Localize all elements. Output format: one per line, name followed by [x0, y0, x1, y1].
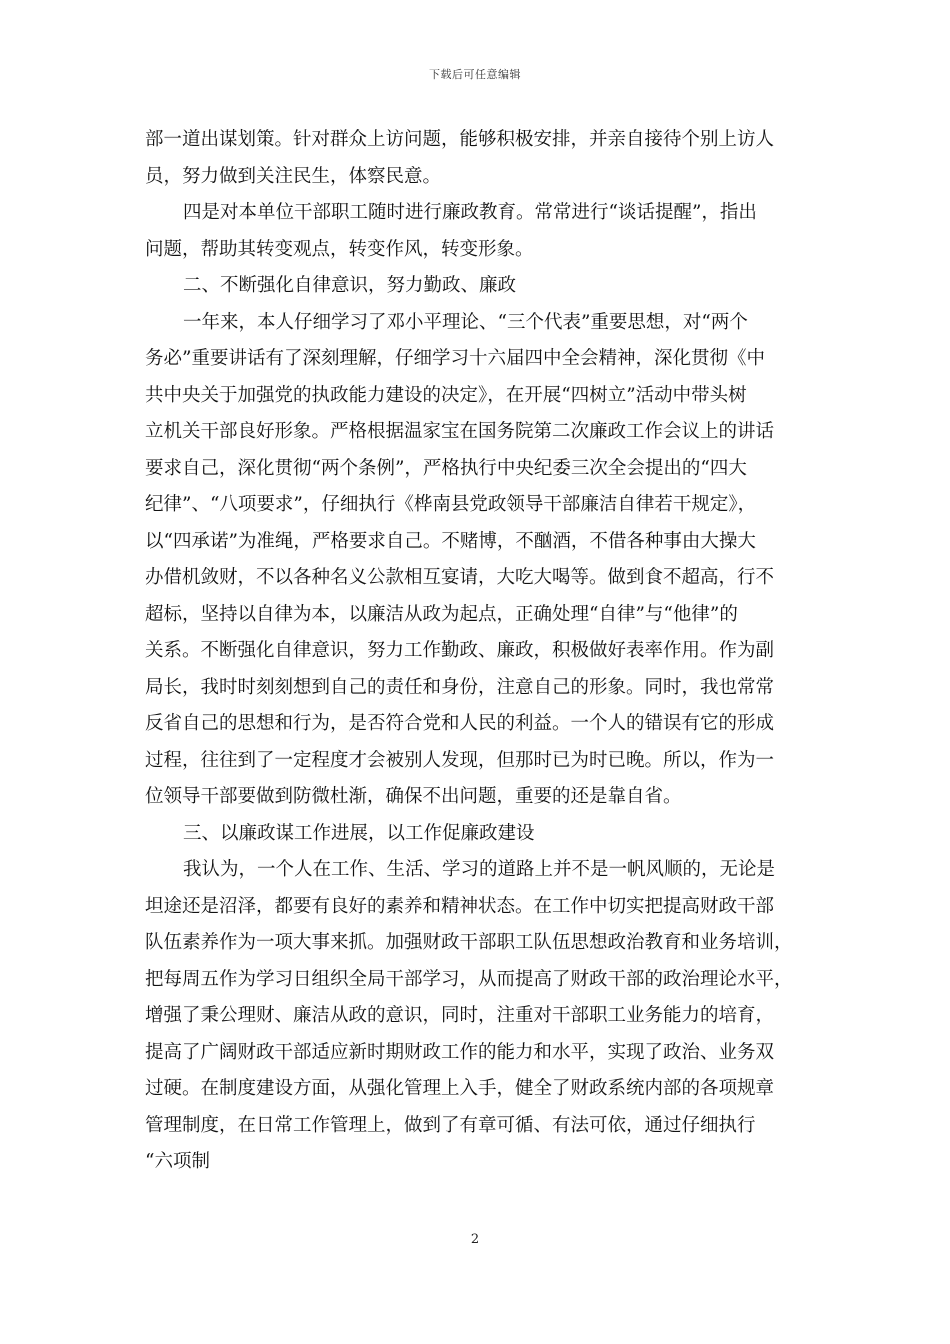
paragraph — [145, 305, 807, 816]
text-line: 局长，我时时刻刻想到自己的责任和身份，注意自己的形象。同时，我也常常 — [145, 676, 775, 698]
paragraph — [145, 268, 807, 305]
text-line: 办借机敛财，不以各种名义公款相互宴请，大吃大喝等。做到食不超高，行不 — [145, 567, 775, 588]
text-line: 把每周五作为学习日组织全局干部学习，从而提高了财政干部的政治理论水平， — [145, 968, 793, 990]
text-line: 共中央关于加强党的执政能力建设的决定》，在开展“四树立”活动中带头树 — [145, 384, 747, 406]
text-line: 过硬。在制度建设方面，从强化管理上入手，健全了财政系统内部的各项规章 — [145, 1078, 775, 1099]
text-line: 三、以廉政谋工作进展，以工作促廉政建设 — [183, 822, 535, 844]
text-line: 提高了广阔财政干部适应新时期财政工作的能力和水平，实现了政治、业务双 — [145, 1041, 775, 1063]
text-line: 关系。不断强化自律意识，努力工作勤政、廉政，积极做好表率作用。作为副 — [145, 640, 775, 661]
text-line: 一年来，本人仔细学习了邓小平理论、“三个代表”重要思想，对“两个 — [183, 311, 748, 333]
text-line: 我认为，一个人在工作、生活、学习的道路上并不是一帆风顺的，无论是 — [183, 859, 776, 880]
text-line: 务必”重要讲话有了深刻理解，仔细学习十六届四中全会精神，深化贯彻《中 — [145, 348, 765, 369]
text-line: 要求自己，深化贯彻“两个条例”，严格执行中央纪委三次全会提出的“四大 — [145, 457, 747, 479]
text-line: 反省自己的思想和行为，是否符合党和人民的利益。一个人的错误有它的形成 — [145, 713, 775, 734]
text-line: 队伍素养作为一项大事来抓。加强财政干部职工队伍思想政治教育和业务培训， — [145, 932, 793, 953]
page-header: 下载后可任意编辑 — [429, 68, 521, 81]
text-line: 立机关干部良好形象。严格根据温家宝在国务院第二次廉政工作会议上的讲话 — [145, 421, 775, 442]
text-line: 二、不断强化自律意识，努力勤政、廉政 — [183, 275, 517, 296]
text-line: 坦途还是沼泽，都要有良好的素养和精神状态。在工作中切实把提高财政干部 — [145, 895, 775, 917]
page-number: 2 — [470, 1232, 480, 1247]
document-body — [145, 122, 807, 1181]
text-line: 管理制度，在日常工作管理上，做到了有章可循、有法可依，通过仔细执行 — [145, 1114, 756, 1136]
text-line: 员，努力做到关注民生，体察民意。 — [145, 165, 442, 187]
text-line: 四是对本单位干部职工随时进行廉政教育。常常进行“谈话提醒”，指出 — [183, 202, 757, 223]
text-line: 增强了秉公理财、廉洁从政的意识，同时，注重对干部职工业务能力的培育， — [145, 1005, 775, 1026]
text-line: 过程，往往到了一定程度才会被别人发现，但那时已为时已晚。所以，作为一 — [145, 749, 775, 771]
text-line: 超标，坚持以自律为本，以廉洁从政为起点，正确处理“自律”与“他律”的 — [145, 603, 738, 625]
paragraph — [145, 816, 807, 853]
text-line: 问题，帮助其转变观点，转变作风，转变形象。 — [145, 238, 534, 260]
text-line: 位领导干部要做到防微杜渐，确保不出问题，重要的还是靠自省。 — [145, 786, 682, 807]
text-line: 纪律”、“八项要求”，仔细执行《桦南县党政领导干部廉洁自律若干规定》， — [145, 494, 757, 515]
paragraph — [145, 852, 807, 1181]
text-line: “六项制 — [145, 1151, 210, 1172]
text-line: 以“四承诺”为准绳，严格要求自己。不赌博，不酗酒，不借各种事由大操大 — [145, 530, 756, 552]
text-line: 部一道出谋划策。针对群众上访问题，能够积极安排，并亲自接待个别上访人 — [145, 129, 775, 150]
paragraph — [145, 195, 807, 268]
paragraph — [145, 122, 807, 195]
